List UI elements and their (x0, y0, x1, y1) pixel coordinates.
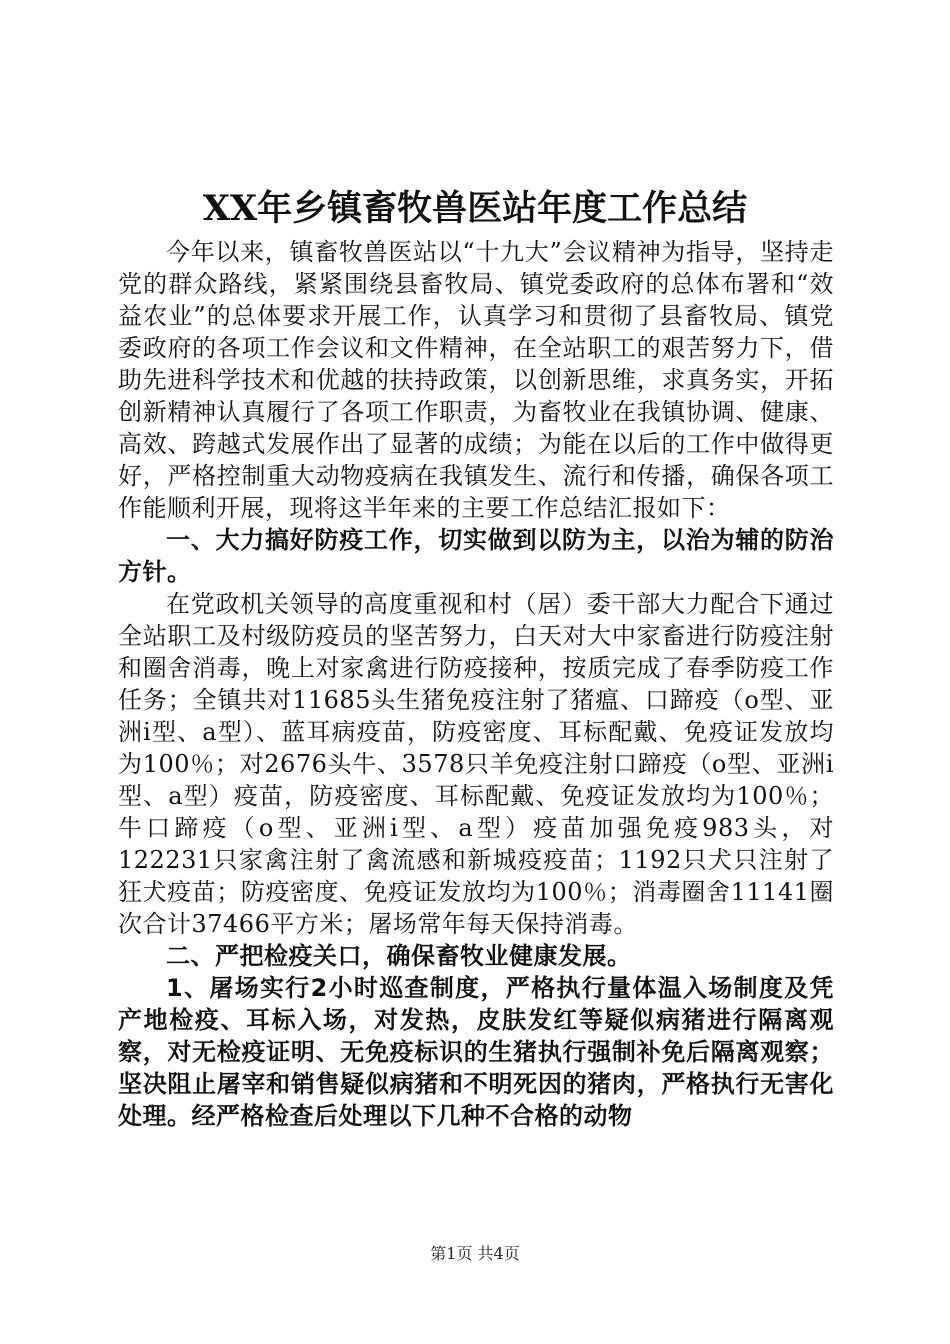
intro-paragraph: 今年以来，镇畜牧兽医站以“十九大”会议精神为指导，坚持走党的群众路线，紧紧围绕县畜牧局、镇党委政府的总体布署和“效益农业”的总体要求开展工作，认真学习和贯彻了县畜牧局、镇党委政府的各项工作会议和文件精神，在全站职工的艰苦努力下，借助先进科学技术和优越的扶持政策，以创新思维，求真务实，开拓创新精神认真履行了各项工作职责，为畜牧业在我镇协调、健康、高效、跨越式发展作出了显著的成绩；为能在以后的工作中做得更好，严格控制重大动物疫病在我镇发生、流行和传播，确保各项工作能顺利开展，现将这半年来的主要工作总结汇报如下： (118, 238, 834, 522)
section-heading-2: 二、严把检疫关口，确保畜牧业健康发展。 (166, 941, 632, 970)
section-2-paragraph: 1、屠场实行2小时巡查制度，严格执行量体温入场制度及凭产地检疫、耳标入场，对发热，皮肤发红等疑似病猪进行隔离观察，对无检疫证明、无免疫标识的生猪执行强制补免后隔离观察；坚决阻止屠宰和销售疑似病猪和不明死因的猪肉，严格执行无害化处理。经严格检查后处理以下几种不合格的动物 (118, 974, 834, 1130)
document-title: XX年乡镇畜牧兽医站年度工作总结 (202, 188, 748, 229)
section-1-paragraph: 在党政机关领导的高度重视和村（居）委干部大力配合下通过全站职工及村级防疫员的坚苦努力，白天对大中家畜进行防疫注射和圈舍消毒，晚上对家禽进行防疫接种，按质完成了春季防疫工作任务；全镇共对11685头生猪免疫注射了猪瘟、口蹄疫（o型、亚洲ⅰ型、a型）、蓝耳病疫苗，防疫密度、耳标配戴、免疫证发放均为100％；对2676头牛、3578只羊免疫注射口蹄疫（o型、亚洲ⅰ型、a型）疫苗，防疫密度、耳标配戴、免疫证发放均为100％；牛口蹄疫（o型、亚洲ⅰ型、a型）疫苗加强免疫983头，对122231只家禽注射了禽流感和新城疫疫苗；1192只犬只注射了狂犬疫苗；防疫密度、免疫证发放均为100％；消毒圈舍11141圈次合计37466平方米；屠场常年每天保持消毒。 (118, 590, 834, 938)
page-footer: 第1页 共4页 (430, 1244, 520, 1263)
document-body (118, 236, 834, 1132)
section-heading-1: 一、大力搞好防疫工作，切实做到以防为主，以治为辅的防治方针。 (118, 525, 834, 586)
